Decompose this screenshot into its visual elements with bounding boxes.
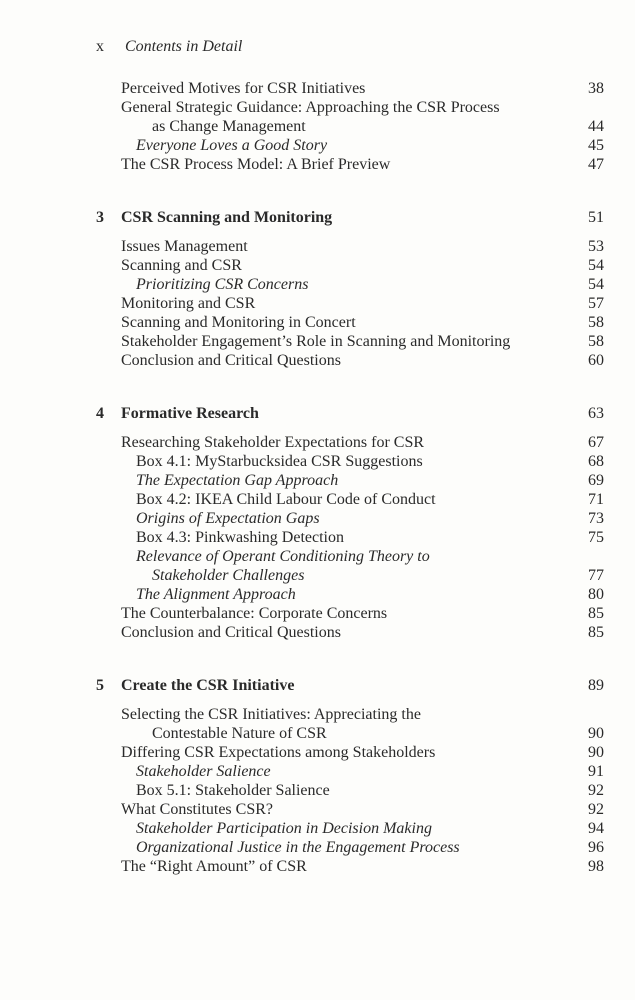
entry-title: Selecting the CSR Initiatives: Appreciating the	[121, 706, 421, 723]
page-number: 77	[588, 567, 604, 584]
toc-line	[0, 237, 635, 256]
toc-entry	[0, 452, 635, 471]
page-number: 85	[588, 605, 604, 622]
toc-line	[0, 490, 635, 509]
entry-title: Box 5.1: Stakeholder Salience	[136, 782, 330, 799]
entry-title: Conclusion and Critical Questions	[121, 624, 341, 641]
toc-entry	[0, 275, 635, 294]
toc-line	[0, 623, 635, 642]
toc-entry	[0, 332, 635, 351]
page-number: 51	[588, 209, 604, 226]
chapter-title: CSR Scanning and Monitoring	[121, 209, 333, 226]
toc-line	[0, 155, 635, 174]
toc-entry	[0, 705, 635, 743]
entry-title: Stakeholder Engagement’s Role in Scanning and Monitoring	[121, 333, 511, 350]
table-of-contents	[0, 79, 635, 876]
page-number: 92	[588, 782, 604, 799]
page-number: 69	[588, 472, 604, 489]
chapter-number: 4	[96, 405, 104, 422]
entry-title: What Constitutes CSR?	[121, 801, 273, 818]
chapter-title: Formative Research	[121, 405, 259, 422]
toc-line	[0, 838, 635, 857]
toc-entry	[0, 471, 635, 490]
page-number: 54	[588, 257, 604, 274]
toc-line	[0, 781, 635, 800]
toc-line	[0, 528, 635, 547]
toc-entry	[0, 857, 635, 876]
toc-line	[0, 452, 635, 471]
entry-title: Contestable Nature of CSR	[152, 725, 327, 742]
toc-entry	[0, 509, 635, 528]
toc-line	[0, 819, 635, 838]
toc-line	[0, 117, 635, 136]
entry-title: Scanning and Monitoring in Concert	[121, 314, 356, 331]
toc-entry	[0, 547, 635, 585]
toc-line	[0, 98, 635, 117]
page-number: 96	[588, 839, 604, 856]
entry-title: Perceived Motives for CSR Initiatives	[121, 80, 366, 97]
toc-section	[0, 676, 635, 876]
entry-title: Relevance of Operant Conditioning Theory to	[136, 548, 430, 565]
entry-title: Organizational Justice in the Engagement Process	[136, 839, 460, 856]
page-number: 68	[588, 453, 604, 470]
toc-entry	[0, 743, 635, 762]
chapter-number: 5	[96, 677, 104, 694]
toc-entry	[0, 800, 635, 819]
page-number: 73	[588, 510, 604, 527]
page-number: 89	[588, 677, 604, 694]
toc-entry	[0, 528, 635, 547]
page-number: 60	[588, 352, 604, 369]
page-number: 94	[588, 820, 604, 837]
toc-entry	[0, 136, 635, 155]
running-head	[96, 38, 242, 56]
chapter-number: 3	[96, 209, 104, 226]
toc-entry	[0, 585, 635, 604]
page-number: 63	[588, 405, 604, 422]
toc-entry	[0, 294, 635, 313]
toc-section	[0, 208, 635, 370]
toc-line	[0, 857, 635, 876]
entry-title: Stakeholder Participation in Decision Making	[136, 820, 432, 837]
toc-entry	[0, 79, 635, 98]
entry-title: Box 4.2: IKEA Child Labour Code of Conduct	[136, 491, 436, 508]
page-number: 85	[588, 624, 604, 641]
toc-entry	[0, 98, 635, 136]
page-number: 98	[588, 858, 604, 875]
toc-entry	[0, 351, 635, 370]
entry-title: The Expectation Gap Approach	[136, 472, 339, 489]
toc-line	[0, 294, 635, 313]
toc-line	[0, 585, 635, 604]
toc-entry	[0, 490, 635, 509]
page-number: 44	[588, 118, 604, 135]
chapter-heading	[0, 404, 635, 423]
toc-line	[0, 433, 635, 452]
toc-line	[0, 743, 635, 762]
entry-title: The Counterbalance: Corporate Concerns	[121, 605, 388, 622]
toc-entry	[0, 604, 635, 623]
running-head-title: Contents in Detail	[125, 38, 243, 55]
page-number: 71	[588, 491, 604, 508]
page-number: 90	[588, 744, 604, 761]
toc-entry	[0, 256, 635, 275]
entry-title: Origins of Expectation Gaps	[136, 510, 320, 527]
entry-title: The Alignment Approach	[136, 586, 296, 603]
page-number: 57	[588, 295, 604, 312]
toc-line	[0, 566, 635, 585]
entry-title: The “Right Amount” of CSR	[121, 858, 307, 875]
entry-title: Stakeholder Challenges	[152, 567, 305, 584]
page-number: 53	[588, 238, 604, 255]
page-number: 45	[588, 137, 604, 154]
entry-title: Researching Stakeholder Expectations for CSR	[121, 434, 425, 451]
page-number: 38	[588, 80, 604, 97]
entry-title: as Change Management	[152, 118, 306, 135]
entry-title: Monitoring and CSR	[121, 295, 256, 312]
toc-entry	[0, 781, 635, 800]
toc-line	[0, 256, 635, 275]
chapter-heading	[0, 208, 635, 227]
page-folio: x	[96, 38, 104, 55]
toc-line	[0, 332, 635, 351]
entry-title: The CSR Process Model: A Brief Preview	[121, 156, 391, 173]
page-number: 58	[588, 314, 604, 331]
entry-title: Stakeholder Salience	[136, 763, 271, 780]
entry-title: Conclusion and Critical Questions	[121, 352, 341, 369]
entry-title: Prioritizing CSR Concerns	[136, 276, 309, 293]
toc-entry	[0, 313, 635, 332]
chapter-heading	[0, 676, 635, 695]
toc-entry	[0, 433, 635, 452]
toc-line	[0, 547, 635, 566]
toc-entry	[0, 237, 635, 256]
entry-title: Differing CSR Expectations among Stakeholders	[121, 744, 436, 761]
entry-title: Issues Management	[121, 238, 248, 255]
entry-title: Everyone Loves a Good Story	[136, 137, 328, 154]
page-number: 58	[588, 333, 604, 350]
toc-line	[0, 604, 635, 623]
toc-line	[0, 705, 635, 724]
toc-line	[0, 351, 635, 370]
toc-section	[0, 404, 635, 642]
page-number: 67	[588, 434, 604, 451]
toc-line	[0, 509, 635, 528]
page-number: 80	[588, 586, 604, 603]
page-number: 54	[588, 276, 604, 293]
page-number: 75	[588, 529, 604, 546]
toc-entry	[0, 155, 635, 174]
entry-title: General Strategic Guidance: Approaching the CSR Process	[121, 99, 500, 116]
page-number: 92	[588, 801, 604, 818]
entry-title: Box 4.3: Pinkwashing Detection	[136, 529, 344, 546]
toc-line	[0, 800, 635, 819]
toc-entry	[0, 762, 635, 781]
page-number: 90	[588, 725, 604, 742]
toc-line	[0, 724, 635, 743]
toc-line	[0, 471, 635, 490]
entry-title: Box 4.1: MyStarbucksidea CSR Suggestions	[136, 453, 423, 470]
toc-entry	[0, 819, 635, 838]
toc-line	[0, 313, 635, 332]
chapter-title: Create the CSR Initiative	[121, 677, 295, 694]
toc-entry	[0, 623, 635, 642]
toc-entry	[0, 838, 635, 857]
toc-line	[0, 762, 635, 781]
toc-line	[0, 79, 635, 98]
toc-section	[0, 79, 635, 174]
entry-title: Scanning and CSR	[121, 257, 242, 274]
toc-line	[0, 136, 635, 155]
page-number: 47	[588, 156, 604, 173]
page-number: 91	[588, 763, 604, 780]
toc-line	[0, 275, 635, 294]
